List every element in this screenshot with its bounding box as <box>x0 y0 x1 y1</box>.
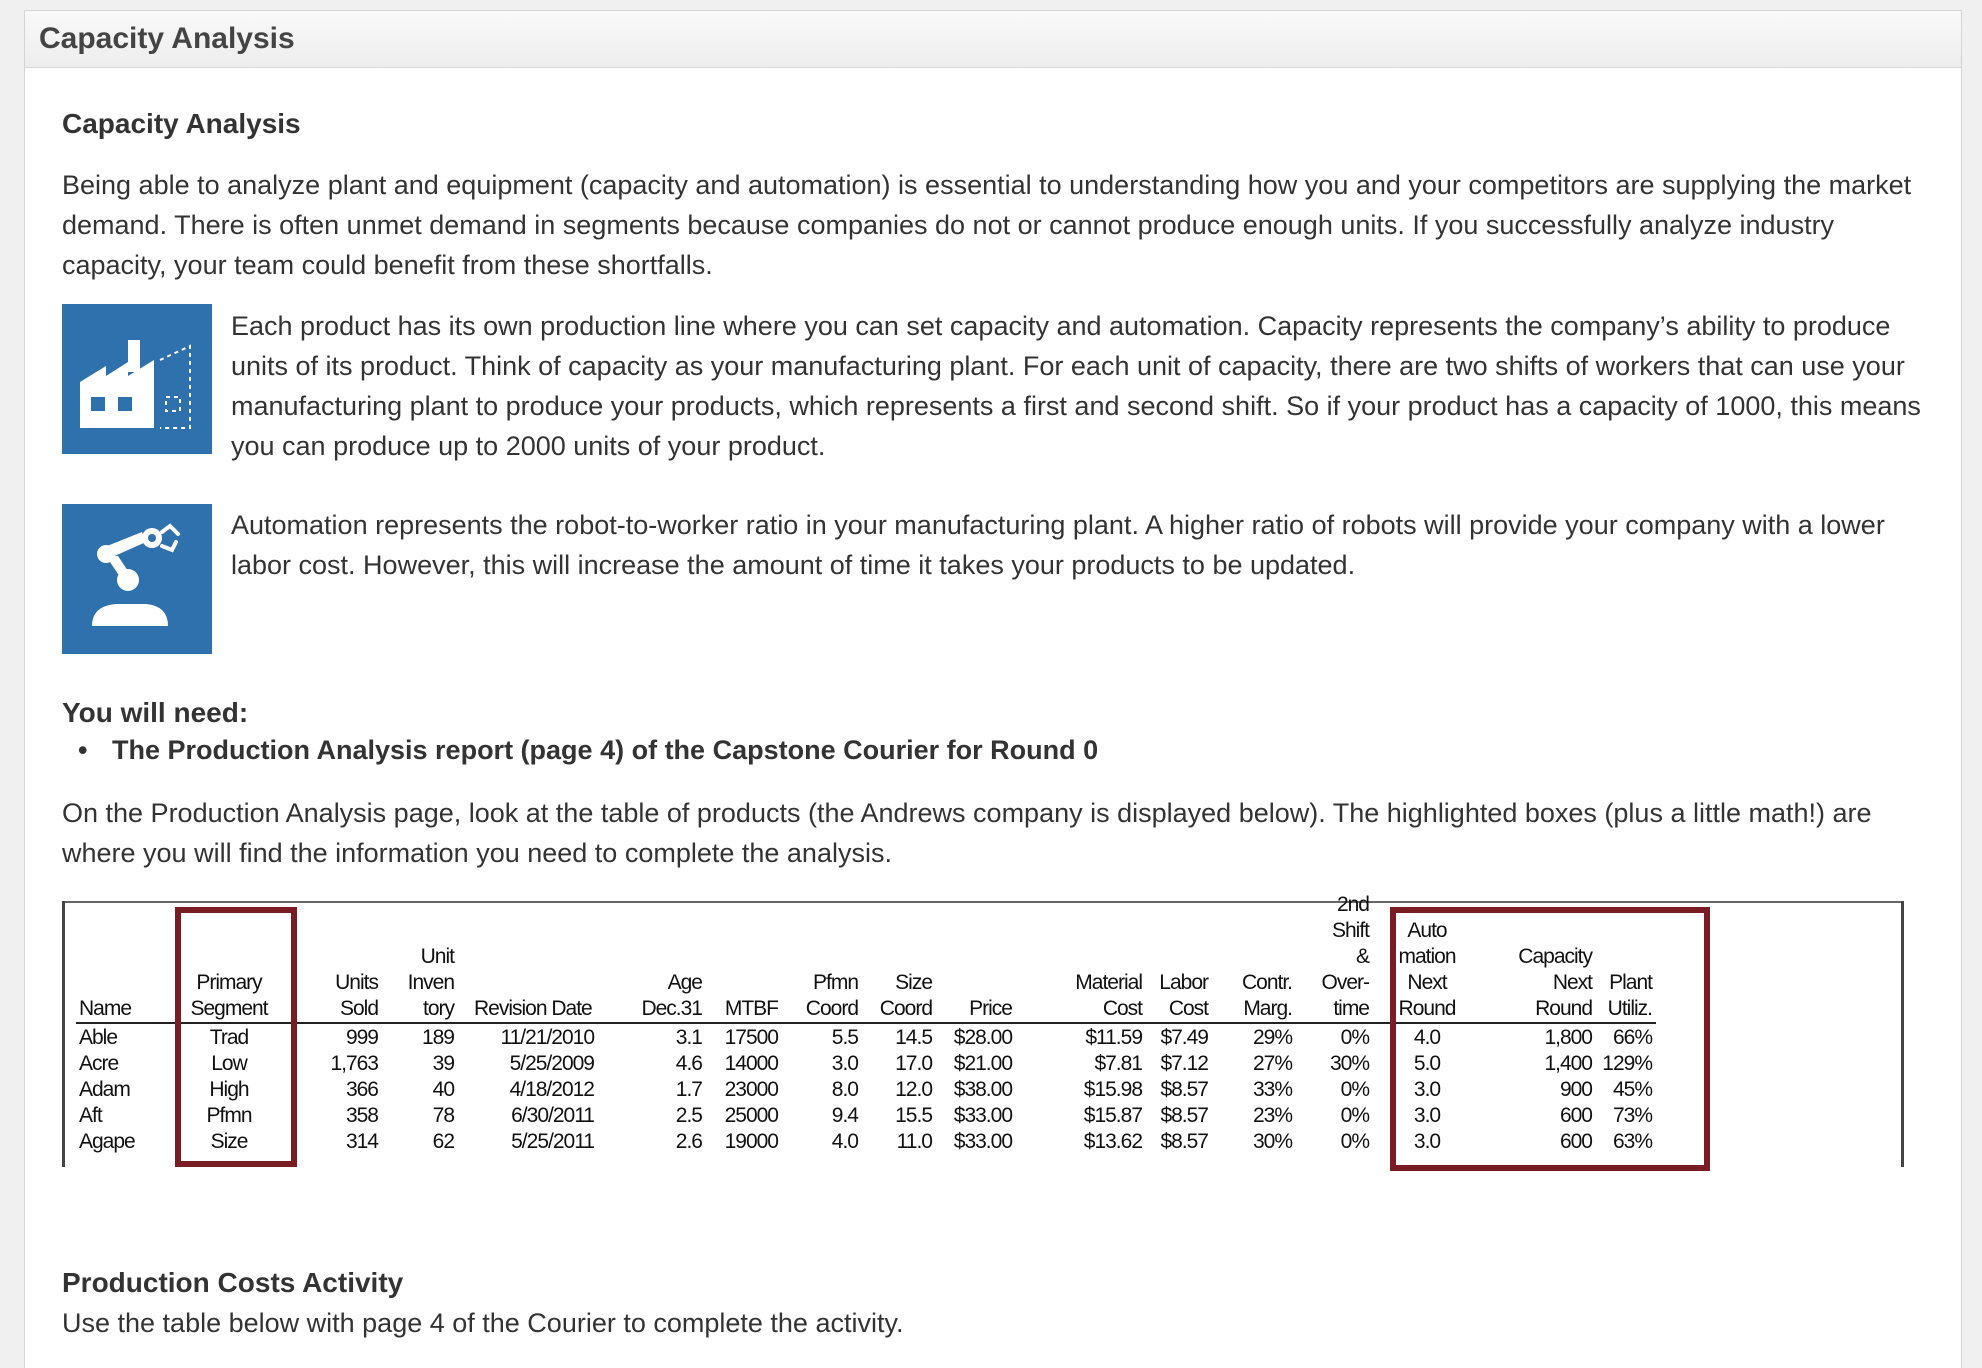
col-material-cost: $11.59 $7.81 $15.98 $15.87 $13.62 <box>1083 1026 1142 1153</box>
header-contr-marg: Contr. Marg. <box>1241 971 1292 1020</box>
header-name: Name <box>79 997 132 1020</box>
panel-title: Capacity Analysis <box>25 11 1961 68</box>
header-units-sold: Units Sold <box>335 971 378 1020</box>
col-revision-date: 11/21/2010 5/25/2009 4/18/2012 6/30/2011 5/25/2011 <box>500 1026 594 1153</box>
col-inventory: 189 39 40 78 62 <box>421 1026 454 1153</box>
section-title: Capacity Analysis <box>62 108 301 139</box>
header-2nd-shift: 2nd Shift & Over- time <box>1321 893 1369 1020</box>
activity-text: Use the table below with page 4 of the Courier to complete the activity. <box>62 1308 904 1338</box>
header-segment: Primary Segment <box>190 971 268 1020</box>
col-units-sold: 999 1,763 366 358 314 <box>330 1026 378 1153</box>
col-labor-cost: $7.49 $7.12 $8.57 $8.57 $8.57 <box>1160 1026 1208 1153</box>
col-contr-marg: 29% 27% 33% 23% 30% <box>1252 1026 1292 1153</box>
production-analysis-report <box>62 877 1904 1167</box>
header-mtbf: MTBF <box>724 997 778 1020</box>
col-size-coord: 14.5 17.0 12.0 15.5 11.0 <box>895 1026 932 1153</box>
col-price: $28.00 $21.00 $38.00 $33.00 $33.00 <box>953 1026 1012 1153</box>
col-mtbf: 17500 14000 23000 25000 19000 <box>724 1026 778 1153</box>
automation-paragraph: Automation represents the robot-to-worker ratio in your manufacturing plant. A higher ratio of robots will provide your company with a lower labor cost. However, this will increase the amount of time it takes your products to be updated. <box>231 510 1885 580</box>
needs-list <box>62 735 1862 766</box>
col-2nd-shift: 0% 30% 0% 0% 0% <box>1329 1026 1369 1153</box>
intro-paragraph: Being able to analyze plant and equipment (capacity and automation) is essential to understanding how you and your competitors are supplying the market demand. There is often unmet demand in segments because companies do not or cannot produce enough units. If you successfully analyze industry capacity, your team could benefit from these shortfalls. <box>62 170 1912 280</box>
factory-icon <box>62 304 212 454</box>
header-inventory: Unit Inven tory <box>407 945 454 1020</box>
col-name: Able Acre Adam Aft Agape <box>79 1026 135 1153</box>
needs-title: You will need: <box>62 697 249 728</box>
header-automation: Auto mation Next Round <box>1398 919 1456 1020</box>
header-pfmn-coord: Pfmn Coord <box>805 971 858 1020</box>
header-plant-utiliz: Plant Utiliz. <box>1607 971 1652 1020</box>
needs-item: • The Production Analysis report (page 4) of the Capstone Courier for Round 0 <box>62 735 1862 766</box>
header-material-cost: Material Cost <box>1075 971 1142 1020</box>
col-segment: Trad Low High Pfmn Size <box>206 1026 252 1153</box>
col-automation: 4.0 5.0 3.0 3.0 3.0 <box>1413 1026 1441 1153</box>
header-price: Price <box>969 997 1012 1020</box>
header-capacity: Capacity Next Round <box>1518 945 1592 1020</box>
header-labor-cost: Labor Cost <box>1159 971 1208 1020</box>
header-age: Age Dec.31 <box>641 971 702 1020</box>
col-age: 3.1 4.6 1.7 2.5 2.6 <box>675 1026 702 1153</box>
capacity-analysis-panel <box>24 10 1962 1368</box>
robot-arm-icon <box>62 504 212 654</box>
col-pfmn-coord: 5.5 3.0 8.0 9.4 4.0 <box>831 1026 858 1153</box>
header-size-coord: Size Coord <box>879 971 932 1020</box>
capacity-paragraph: Each product has its own production line where you can set capacity and automation. Capacity represents the company’s ability to produce units of its product. Think of capacity as your manufacturing plant. For each unit of capacity, there are two shifts of workers that can use your manufacturing plant to produce your products, which represents a first and second shift. So if your product has a capacity of 1000, this means you can produce up to 2000 units of your product. <box>231 311 1921 461</box>
col-plant-utiliz: 66% 129% 45% 73% 63% <box>1602 1026 1652 1153</box>
header-revision-date: Revision Date <box>474 997 592 1020</box>
instructions-paragraph: On the Production Analysis page, look at the table of products (the Andrews company is displayed below). The highlighted boxes (plus a little math!) are where you will find the information you need to complete the analysis. <box>62 798 1872 868</box>
highlight-box-automation-capacity <box>1390 907 1710 1171</box>
activity-title: Production Costs Activity <box>62 1267 404 1298</box>
highlight-box-segment <box>175 907 297 1167</box>
col-capacity: 1,800 1,400 900 600 600 <box>1544 1026 1592 1153</box>
